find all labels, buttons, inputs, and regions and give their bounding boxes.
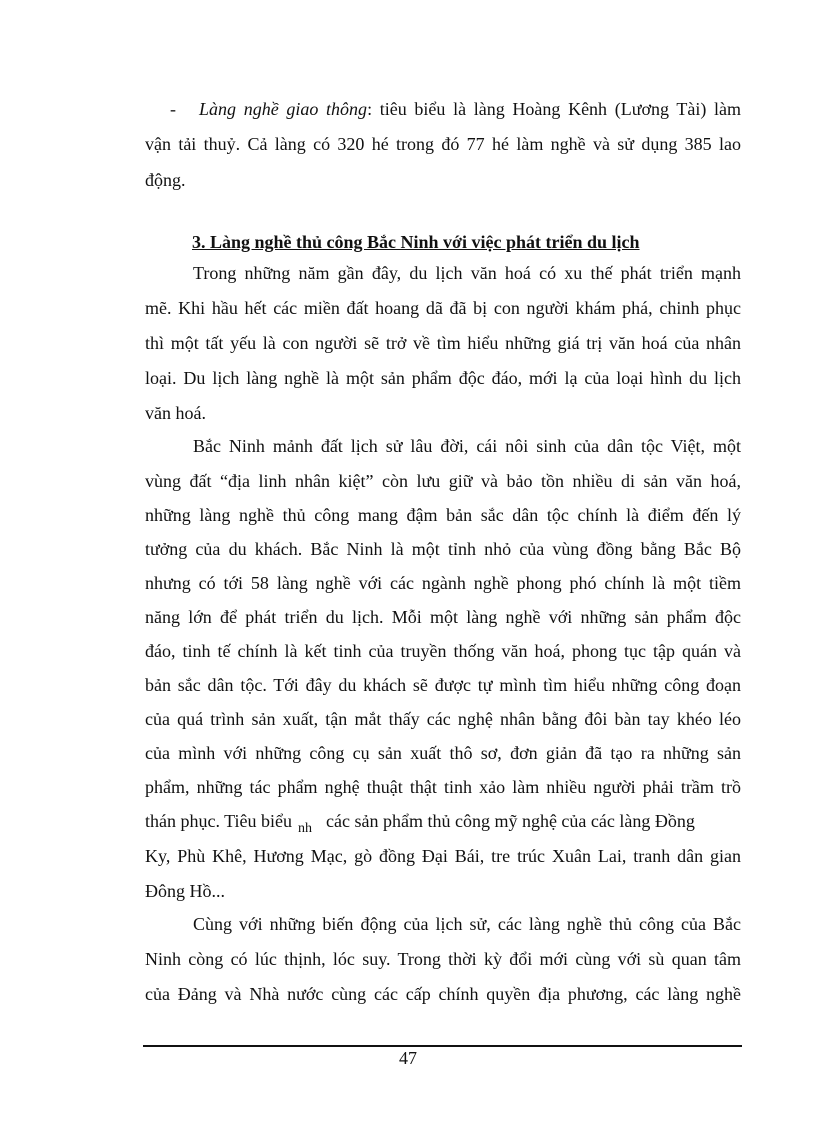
para3-line-1: Cùng với những biến động của lịch sử, các làng nghề thủ công của Bắc [193, 914, 741, 934]
para2-line-12-after: các sản phẩm thủ công mỹ nghệ của các làng Đồng [326, 811, 695, 831]
para2-line-12 [145, 810, 695, 835]
para2-line-6: năng lớn để phát triển du lịch. Mỗi một làng nghề với những sản phẩm độc [145, 607, 741, 627]
para2-line-7: đáo, tinh tế chính là kết tinh của truyền thống văn hoá, phong tục tập quán và [145, 641, 741, 661]
para3-line-2: Ninh còng có lúc thịnh, lóc suy. Trong thời kỳ đổi mới cùng với sù quan tâm [145, 949, 741, 969]
para2-line-11: phẩm, những tác phẩm nghệ thuật thật tinh xảo làm nhiều người phải trầm trồ [145, 777, 741, 797]
page-number: 47 [399, 1048, 417, 1068]
stray-subscript-text: nh [298, 821, 312, 836]
para1-line-2: mẽ. Khi hầu hết các miền đất hoang dã đã bị con người khám phá, chinh phục [145, 298, 741, 318]
section-heading: 3. Làng nghề thủ công Bắc Ninh với việc phát triển du lịch [192, 232, 640, 252]
para2-line-14: Đông Hồ... [145, 881, 225, 901]
para3-line-3: của Đảng và Nhà nước cùng các cấp chính quyền địa phương, các làng nghề [145, 984, 741, 1004]
para2-line-12-before: thán phục. Tiêu biểu [145, 811, 292, 831]
bullet-line-2: vận tải thuỷ. Cả làng có 320 hé trong đó 77 hé làm nghề và sử dụng 385 lao [145, 134, 741, 154]
para2-line-5: nhưng có tới 58 làng nghề với các ngành nghề phong phó chính là một tiềm [145, 573, 741, 593]
para2-line-8: bản sắc dân tộc. Tới đây du khách sẽ được tự mình tìm hiểu những công đoạn [145, 675, 741, 695]
para2-line-13: Ky, Phù Khê, Hương Mạc, gò đồng Đại Bái, tre trúc Xuân Lai, tranh dân gian [145, 846, 741, 866]
para1-line-3: thì một tất yếu là con người sẽ trở về tìm hiểu những giá trị văn hoá của nhân [145, 333, 741, 353]
bullet-line-1 [170, 98, 741, 120]
para2-line-10: của mình với những công cụ sản xuất thô sơ, đơn giản đã tạo ra những sản [145, 743, 741, 763]
para2-line-2: vùng đất “địa linh nhân kiệt” còn lưu giữ và bảo tồn nhiều di sản văn hoá, [145, 471, 741, 491]
para1-line-5: văn hoá. [145, 403, 206, 423]
bullet-line-3: động. [145, 170, 186, 190]
bullet-term: Làng nghề giao thông [199, 99, 368, 119]
para2-line-3: những làng nghề thủ công mang đậm bản sắc dân tộc chính là điểm đến lý [145, 505, 741, 525]
para2-line-9: của quá trình sản xuất, tận mắt thấy các nghệ nhân bằng đôi bàn tay khéo léo [145, 709, 741, 729]
para1-line-4: loại. Du lịch làng nghề là một sản phẩm độc đáo, mới lạ của loại hình du lịch [145, 368, 741, 388]
para2-line-4: tưởng của du khách. Bắc Ninh là một tỉnh nhỏ của vùng đồng bằng Bắc Bộ [145, 539, 741, 559]
bullet-dash: - [170, 99, 176, 119]
para1-line-1: Trong những năm gần đây, du lịch văn hoá có xu thế phát triển mạnh [193, 263, 741, 283]
bullet-line-1-rest: : tiêu biểu là làng Hoàng Kênh (Lương Tài) làm [367, 99, 741, 119]
footer-rule [143, 1045, 742, 1047]
para2-line-1: Bắc Ninh mảnh đất lịch sử lâu đời, cái nôi sinh của dân tộc Việt, một [193, 436, 741, 456]
